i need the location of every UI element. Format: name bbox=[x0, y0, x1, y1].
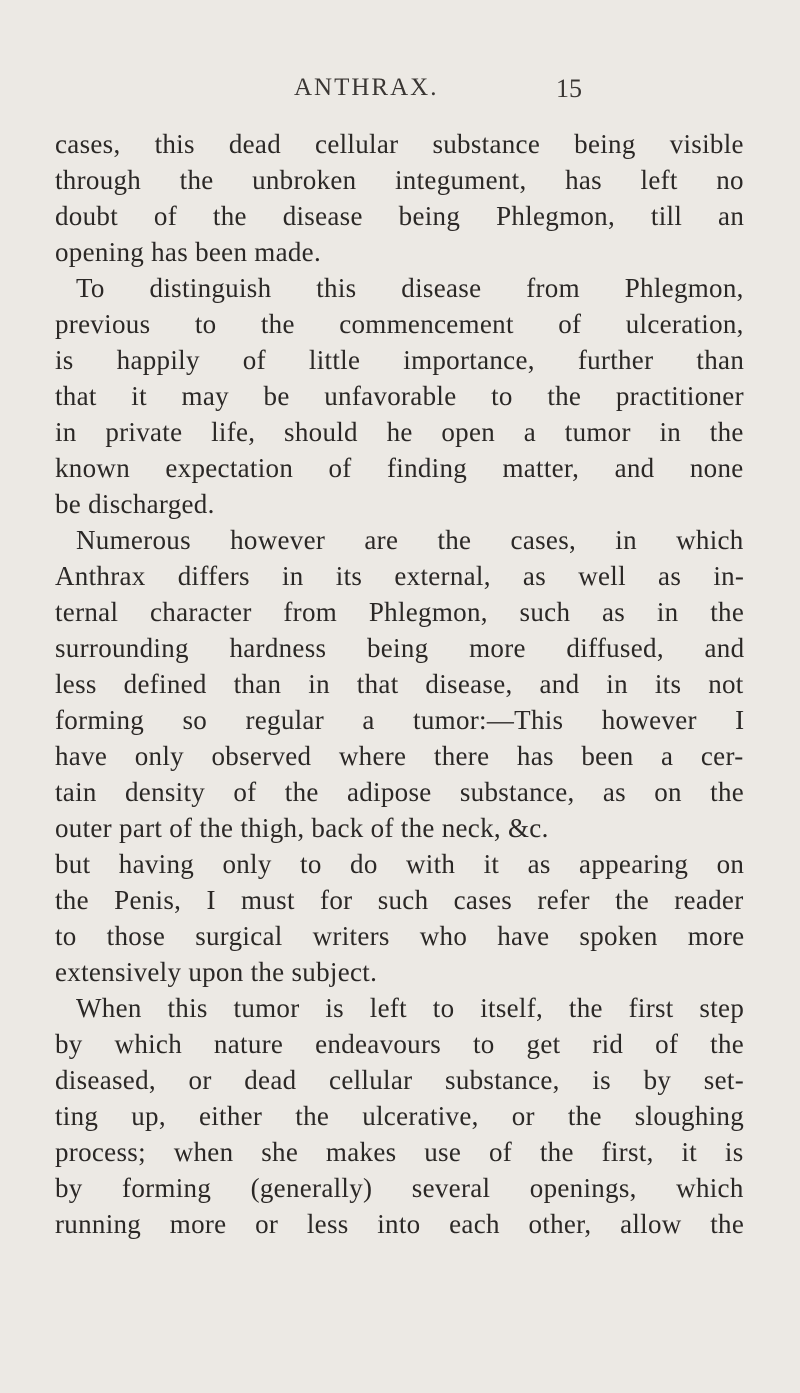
text-line: doubt of the disease being Phlegmon, till an bbox=[55, 201, 745, 231]
text-line: To distinguish this disease from Phlegmon, bbox=[76, 273, 744, 303]
text-line: previous to the commencement of ulceration, bbox=[55, 309, 744, 339]
text-line: diseased, or dead cellular substance, is by set- bbox=[55, 1065, 744, 1095]
text-line: opening has been made. bbox=[55, 237, 322, 267]
text-line: by which nature endeavours to get rid of the bbox=[55, 1029, 745, 1059]
text-line: but having only to do with it as appearing on bbox=[55, 849, 745, 879]
text-line: the Penis, I must for such cases refer the reader bbox=[55, 885, 744, 915]
text-line: by forming (generally) several openings, which bbox=[55, 1173, 744, 1203]
text-line: surrounding hardness being more diffused, and bbox=[55, 633, 745, 663]
text-line: Numerous however are the cases, in which bbox=[76, 525, 744, 555]
text-line: outer part of the thigh, back of the neck, &c. bbox=[55, 813, 549, 843]
text-line: running more or less into each other, allow the bbox=[55, 1209, 745, 1239]
text-line: forming so regular a tumor:—This however I bbox=[55, 705, 745, 735]
text-line: ternal character from Phlegmon, such as in the bbox=[55, 597, 745, 627]
text-line: in private life, should he open a tumor in the bbox=[55, 417, 744, 447]
text-line: less defined than in that disease, and in its not bbox=[55, 669, 744, 699]
page-number: 15 bbox=[556, 74, 582, 103]
text-line: is happily of little importance, further than bbox=[55, 345, 745, 375]
text-line: be discharged. bbox=[55, 489, 215, 519]
text-line: When this tumor is left to itself, the first step bbox=[76, 993, 745, 1023]
text-line: that it may be unfavorable to the practitioner bbox=[55, 381, 744, 411]
text-line: cases, this dead cellular substance being visible bbox=[55, 129, 744, 159]
text-line: extensively upon the subject. bbox=[55, 957, 378, 987]
running-title: ANTHRAX. bbox=[294, 74, 439, 101]
text-line: have only observed where there has been a cer- bbox=[55, 741, 744, 771]
text-line: known expectation of finding matter, and none bbox=[55, 453, 744, 483]
text-line: through the unbroken integument, has left no bbox=[55, 165, 744, 195]
text-line: ting up, either the ulcerative, or the sloughing bbox=[55, 1101, 745, 1131]
text-line: process; when she makes use of the first, it is bbox=[55, 1137, 744, 1167]
text-line: to those surgical writers who have spoken more bbox=[55, 921, 745, 951]
text-line: tain density of the adipose substance, as on the bbox=[55, 777, 745, 807]
text-line: Anthrax differs in its external, as well as in- bbox=[55, 561, 745, 591]
